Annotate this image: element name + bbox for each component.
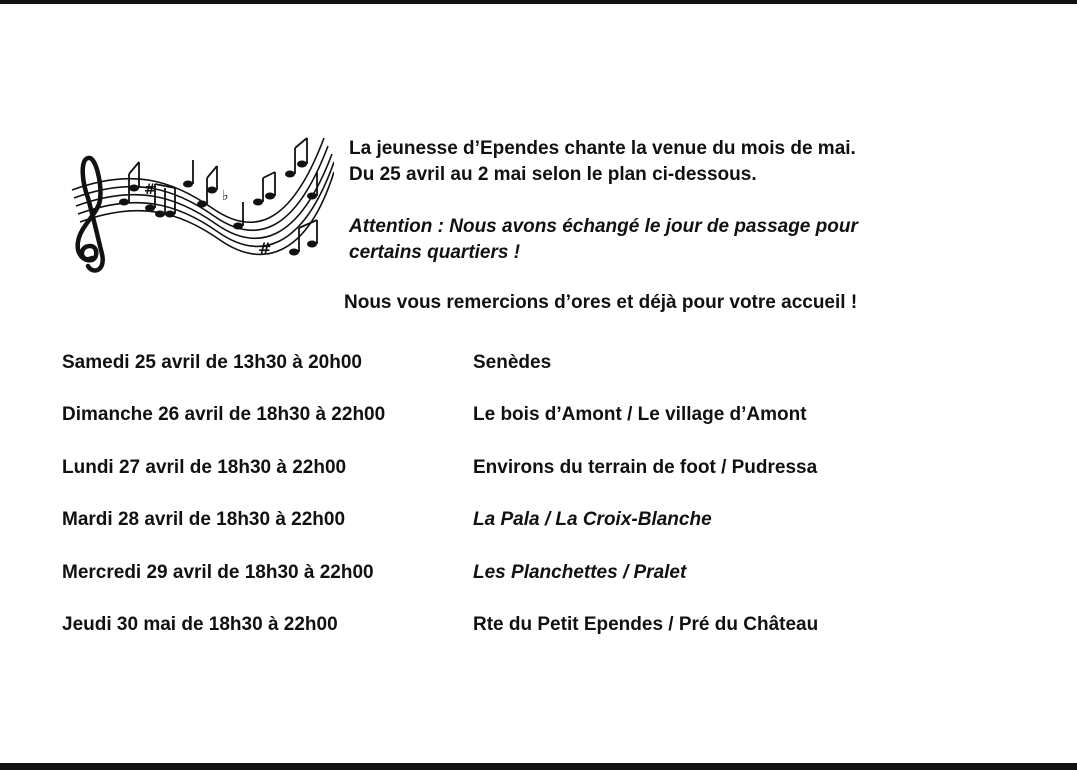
schedule-location: Les Planchettes / Pralet [473,561,687,583]
thanks-message: Nous vous remercions d’ores et déjà pour votre accueil ! [344,292,858,313]
schedule-location: Environs du terrain de foot / Pudressa [473,456,818,478]
warning-line-1: Attention : Nous avons échangé le jour de passage pour [349,216,858,237]
schedule-time: Samedi 25 avril de 13h30 à 20h00 [62,352,362,373]
schedule-location: La Pala / La Croix-Blanche [473,509,712,531]
schedule-location: Senèdes [473,352,552,373]
warning-line-2: certains quartiers ! [349,242,521,263]
schedule-row [62,612,962,664]
schedule-row [62,402,962,454]
schedule-row [62,507,962,559]
schedule-row [62,560,962,612]
svg-text:#: # [144,182,156,198]
schedule-list [62,350,962,664]
svg-text:♭: ♭ [222,188,229,204]
schedule-location: Rte du Petit Ependes / Pré du Château [473,613,819,635]
top-border [0,0,1077,4]
schedule-time: Jeudi 30 mai de 18h30 à 22h00 [62,613,338,635]
svg-text:#: # [258,239,272,258]
schedule-time: Mardi 28 avril de 18h30 à 22h00 [62,509,346,531]
schedule-time: Lundi 27 avril de 18h30 à 22h00 [62,456,347,478]
intro-line-2: Du 25 avril au 2 mai selon le plan ci-dessous. [349,164,757,185]
schedule-row [62,350,962,402]
schedule-time: Dimanche 26 avril de 18h30 à 22h00 [62,404,386,426]
music-notes-icon [62,128,334,276]
schedule-location: Le bois d’Amont / Le village d’Amont [473,404,807,426]
schedule-row [62,455,962,507]
intro-line-1: La jeunesse d’Ependes chante la venue du mois de mai. [349,138,856,159]
bottom-border [0,763,1077,770]
schedule-time: Mercredi 29 avril de 18h30 à 22h00 [62,561,374,583]
